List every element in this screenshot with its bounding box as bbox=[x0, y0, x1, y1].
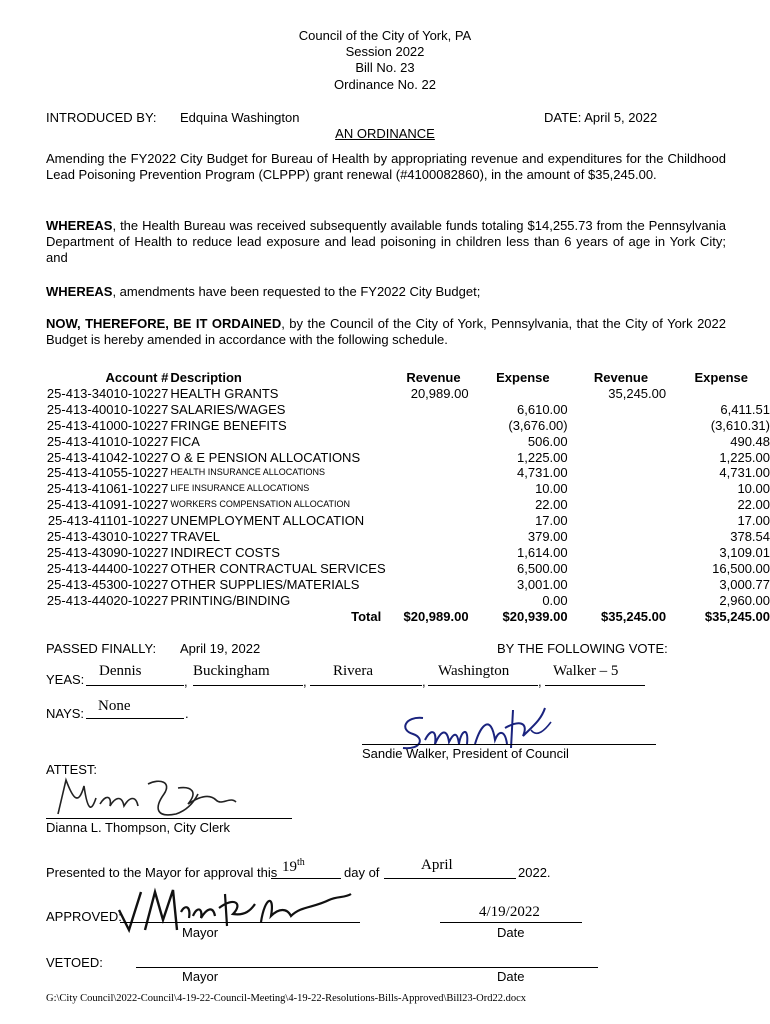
row-revenue-1 bbox=[389, 561, 468, 577]
header-line-2: Session 2022 bbox=[345, 44, 425, 59]
table-row bbox=[45, 513, 770, 529]
row-expense-1: 17.00 bbox=[535, 513, 568, 529]
vetoed-label: VETOED: bbox=[46, 955, 103, 970]
row-account: 25-413-43010-10227 bbox=[46, 529, 169, 545]
row-expense-1: 0.00 bbox=[542, 592, 568, 608]
row-account: 25-413-44400-10227 bbox=[46, 560, 169, 576]
row-expense-2: 490.48 bbox=[730, 433, 770, 449]
yea-name-3: Rivera bbox=[333, 663, 373, 679]
row-expense-2: 2,960.00 bbox=[719, 592, 770, 608]
table-row bbox=[45, 481, 770, 497]
row-revenue-2 bbox=[568, 434, 666, 450]
row-revenue-2 bbox=[568, 577, 666, 593]
row-revenue-1 bbox=[389, 529, 468, 545]
row-description: PRINTING/BINDING bbox=[170, 592, 291, 608]
whereas-1-text: , the Health Bureau was received subsequently available funds totaling $14,255.73 from the Pennsylvania Department of Health to reduce lead exposure and lead poisoning in children less than 6 years of age in York City; and bbox=[46, 218, 726, 265]
yea-name-5: Walker – 5 bbox=[553, 663, 619, 679]
whereas-paragraph-1 bbox=[46, 218, 726, 266]
president-signature-line bbox=[362, 744, 656, 745]
row-expense-2: 378.54 bbox=[730, 529, 770, 545]
now-therefore-keyword: NOW, THEREFORE, BE IT ORDAINED bbox=[46, 316, 282, 331]
row-account: 25-413-40010-10227 bbox=[46, 401, 169, 417]
row-account: 25-413-44020-10227 bbox=[46, 592, 169, 608]
row-revenue-2: 35,245.00 bbox=[608, 385, 667, 401]
file-path-footer: G:\City Council\2022-Council\4-19-22-Council-Meeting\4-19-22-Resolutions-Bills-Approved\Bill23-Ord22.docx bbox=[46, 993, 527, 1004]
table-row bbox=[45, 434, 770, 450]
day-suffix: th bbox=[297, 857, 305, 868]
vetoed-date-label: Date bbox=[497, 969, 525, 984]
mayor-signature bbox=[115, 886, 355, 936]
row-expense-2: (3,610.31) bbox=[710, 417, 770, 433]
row-account: 25-413-41055-10227 bbox=[46, 465, 169, 481]
row-revenue-1 bbox=[389, 402, 468, 418]
row-revenue-1 bbox=[389, 434, 468, 450]
row-expense-1: 4,731.00 bbox=[517, 465, 568, 481]
row-account: 25-413-34010-10227 bbox=[46, 385, 169, 401]
approved-date-value: 4/19/2022 bbox=[479, 904, 540, 920]
whereas-1-keyword: WHEREAS bbox=[46, 218, 113, 233]
now-therefore-paragraph bbox=[46, 316, 726, 348]
row-description: OTHER CONTRACTUAL SERVICES bbox=[170, 560, 386, 576]
yea-separator-3: , bbox=[422, 674, 426, 689]
row-revenue-2 bbox=[568, 418, 666, 434]
row-account: 25-413-41091-10227 bbox=[46, 497, 169, 513]
row-revenue-1 bbox=[389, 513, 468, 529]
row-account: 25-413-41101-10227 bbox=[47, 513, 169, 529]
total-revenue-2: $35,245.00 bbox=[601, 608, 667, 624]
row-revenue-1 bbox=[389, 545, 468, 561]
row-expense-2 bbox=[666, 386, 770, 402]
total-expense-1: $20,939.00 bbox=[502, 608, 568, 624]
yea-separator-4: , bbox=[538, 674, 542, 689]
yea-name-2: Buckingham bbox=[193, 663, 270, 679]
row-description: HEALTH INSURANCE ALLOCATIONS bbox=[170, 467, 326, 478]
vetoed-signature-line bbox=[136, 967, 598, 968]
introduced-name: Edquina Washington bbox=[180, 110, 300, 125]
total-spacer bbox=[45, 609, 170, 625]
row-expense-2: 10.00 bbox=[737, 481, 770, 497]
row-description: FRINGE BENEFITS bbox=[170, 417, 287, 433]
yea-separators: , bbox=[184, 674, 188, 689]
table-row bbox=[45, 450, 770, 466]
row-account: 25-413-41010-10227 bbox=[46, 433, 169, 449]
total-label: Total bbox=[351, 608, 382, 624]
introduced-label: INTRODUCED BY: bbox=[46, 110, 157, 125]
row-description: OTHER SUPPLIES/MATERIALS bbox=[170, 576, 360, 592]
row-expense-2: 6,411.51 bbox=[720, 401, 770, 417]
presented-label: Presented to the Mayor for approval this bbox=[46, 865, 278, 880]
approved-signature-line bbox=[120, 922, 360, 923]
row-description: O & E PENSION ALLOCATIONS bbox=[170, 449, 361, 465]
vetoed-mayor-label: Mayor bbox=[182, 969, 219, 984]
yea-separator-2: , bbox=[303, 674, 307, 689]
row-account: 25-413-41042-10227 bbox=[46, 449, 169, 465]
row-revenue-2 bbox=[568, 513, 666, 529]
whereas-2-text: , amendments have been requested to the FY2022 City Budget; bbox=[112, 284, 481, 299]
header-revenue-1: Revenue bbox=[406, 370, 461, 385]
table-row bbox=[45, 402, 770, 418]
day-line bbox=[271, 878, 341, 879]
header-expense-1: Expense bbox=[496, 370, 550, 385]
schedule-header-row bbox=[45, 370, 770, 386]
yea-line-3 bbox=[310, 685, 422, 686]
table-row bbox=[45, 593, 770, 609]
row-expense-2: 4,731.00 bbox=[719, 465, 770, 481]
row-revenue-2 bbox=[568, 481, 666, 497]
table-row bbox=[45, 545, 770, 561]
row-revenue-1 bbox=[389, 418, 468, 434]
clerk-signature-line bbox=[46, 818, 292, 819]
schedule-total-row bbox=[45, 609, 770, 625]
whereas-paragraph-2 bbox=[46, 284, 726, 300]
row-description: TRAVEL bbox=[170, 529, 220, 545]
row-revenue-1 bbox=[389, 481, 468, 497]
table-row bbox=[45, 418, 770, 434]
row-revenue-2 bbox=[568, 465, 666, 481]
row-revenue-2 bbox=[568, 545, 666, 561]
row-expense-1: (3,676.00) bbox=[508, 417, 568, 433]
total-revenue-1: $20,989.00 bbox=[403, 608, 469, 624]
month-value: April bbox=[421, 857, 453, 873]
row-revenue-1 bbox=[389, 593, 468, 609]
row-revenue-2 bbox=[568, 497, 666, 513]
row-expense-1: 10.00 bbox=[535, 481, 568, 497]
yea-line-5 bbox=[545, 685, 645, 686]
approved-mayor-label: Mayor bbox=[182, 925, 219, 940]
row-expense-2: 22.00 bbox=[737, 497, 770, 513]
header-description: Description bbox=[170, 370, 242, 385]
approved-date-label: Date bbox=[497, 925, 525, 940]
yea-name-1: Dennis bbox=[99, 663, 142, 679]
row-revenue-1 bbox=[389, 450, 468, 466]
row-expense-2: 1,225.00 bbox=[719, 449, 770, 465]
nays-label: NAYS: bbox=[46, 706, 85, 721]
total-expense-2: $35,245.00 bbox=[704, 608, 770, 624]
row-expense-1: 22.00 bbox=[535, 497, 568, 513]
nays-period: . bbox=[185, 706, 189, 721]
row-expense-1: 379.00 bbox=[527, 529, 568, 545]
table-row bbox=[45, 561, 770, 577]
row-description: INDIRECT COSTS bbox=[170, 544, 280, 560]
president-name: Sandie Walker, President of Council bbox=[362, 746, 569, 761]
yea-name-4: Washington bbox=[438, 663, 510, 679]
row-revenue-1: 20,989.00 bbox=[410, 385, 469, 401]
row-expense-2: 3,109.01 bbox=[719, 544, 770, 560]
approved-label: APPROVED: bbox=[46, 909, 122, 924]
row-expense-1: 506.00 bbox=[527, 433, 568, 449]
approved-date-line bbox=[440, 922, 582, 923]
header-expense-2: Expense bbox=[694, 370, 748, 385]
row-revenue-2 bbox=[568, 450, 666, 466]
table-row bbox=[45, 497, 770, 513]
row-description: LIFE INSURANCE ALLOCATIONS bbox=[170, 483, 310, 494]
header-line-3: Bill No. 23 bbox=[355, 60, 415, 75]
day-of-label: day of bbox=[344, 865, 380, 880]
now-therefore-text: , by the Council of the City of York, Pennsylvania, that the City of York 2022 Budget is hereby amended in accordance with the following schedule. bbox=[46, 316, 726, 347]
row-account: 25-413-43090-10227 bbox=[46, 544, 169, 560]
row-description: WORKERS COMPENSATION ALLOCATION bbox=[170, 499, 351, 510]
row-expense-2: 16,500.00 bbox=[712, 560, 770, 576]
row-revenue-1 bbox=[389, 497, 468, 513]
row-revenue-2 bbox=[568, 593, 666, 609]
vote-label: BY THE FOLLOWING VOTE: bbox=[497, 641, 668, 656]
header-revenue-2: Revenue bbox=[593, 370, 649, 385]
row-revenue-2 bbox=[568, 561, 666, 577]
year-label: 2022. bbox=[518, 865, 551, 880]
yea-line-2 bbox=[193, 685, 303, 686]
row-expense-1: 1,225.00 bbox=[517, 449, 568, 465]
ordinance-title bbox=[0, 126, 770, 141]
row-description: FICA bbox=[170, 433, 200, 449]
row-account: 25-413-45300-10227 bbox=[46, 576, 169, 592]
row-expense-1: 6,500.00 bbox=[517, 560, 568, 576]
attest-label: ATTEST: bbox=[46, 762, 98, 777]
row-expense-2: 3,000.77 bbox=[719, 576, 770, 592]
table-row bbox=[45, 386, 770, 402]
day-value bbox=[282, 857, 305, 876]
row-description: HEALTH GRANTS bbox=[170, 385, 279, 401]
month-line bbox=[384, 878, 516, 879]
passed-label: PASSED FINALLY: bbox=[46, 641, 157, 656]
amending-paragraph: Amending the FY2022 City Budget for Bureau of Health by appropriating revenue and expenditures for the Childhood Lead Poisoning Prevention Program (CLPPP) grant renewal (#4100082860), in the amount of $35,245.00. bbox=[46, 151, 726, 182]
schedule-body bbox=[45, 386, 770, 609]
nays-line bbox=[86, 718, 184, 719]
clerk-name: Dianna L. Thompson, City Clerk bbox=[46, 820, 231, 835]
yea-line-4 bbox=[428, 685, 538, 686]
row-description: UNEMPLOYMENT ALLOCATION bbox=[170, 513, 365, 529]
day-number: 19 bbox=[282, 859, 297, 875]
yeas-label: YEAS: bbox=[46, 672, 85, 687]
row-expense-1: 1,614.00 bbox=[517, 544, 568, 560]
nays-value: None bbox=[98, 698, 131, 714]
ordinance-title-text: AN ORDINANCE bbox=[335, 126, 435, 141]
row-revenue-1 bbox=[389, 465, 468, 481]
header-line-4: Ordinance No. 22 bbox=[334, 77, 436, 92]
header-account: Account # bbox=[105, 370, 169, 385]
table-row bbox=[45, 577, 770, 593]
row-account: 25-413-41061-10227 bbox=[46, 481, 169, 497]
budget-schedule-table bbox=[45, 370, 770, 625]
row-expense-1: 3,001.00 bbox=[517, 576, 568, 592]
header-line-1: Council of the City of York, PA bbox=[298, 28, 472, 43]
passed-date: April 19, 2022 bbox=[180, 641, 261, 656]
row-expense-1: 6,610.00 bbox=[517, 401, 568, 417]
row-description: SALARIES/WAGES bbox=[170, 401, 286, 417]
table-row bbox=[45, 529, 770, 545]
row-revenue-2 bbox=[568, 402, 666, 418]
row-revenue-1 bbox=[389, 577, 468, 593]
row-revenue-2 bbox=[568, 529, 666, 545]
date-line: DATE: April 5, 2022 bbox=[544, 110, 658, 125]
table-row bbox=[45, 465, 770, 481]
row-account: 25-413-41000-10227 bbox=[46, 417, 169, 433]
yea-line-1 bbox=[86, 685, 184, 686]
row-expense-1 bbox=[469, 386, 568, 402]
row-expense-2: 17.00 bbox=[737, 513, 770, 529]
whereas-2-keyword: WHEREAS bbox=[46, 284, 113, 299]
